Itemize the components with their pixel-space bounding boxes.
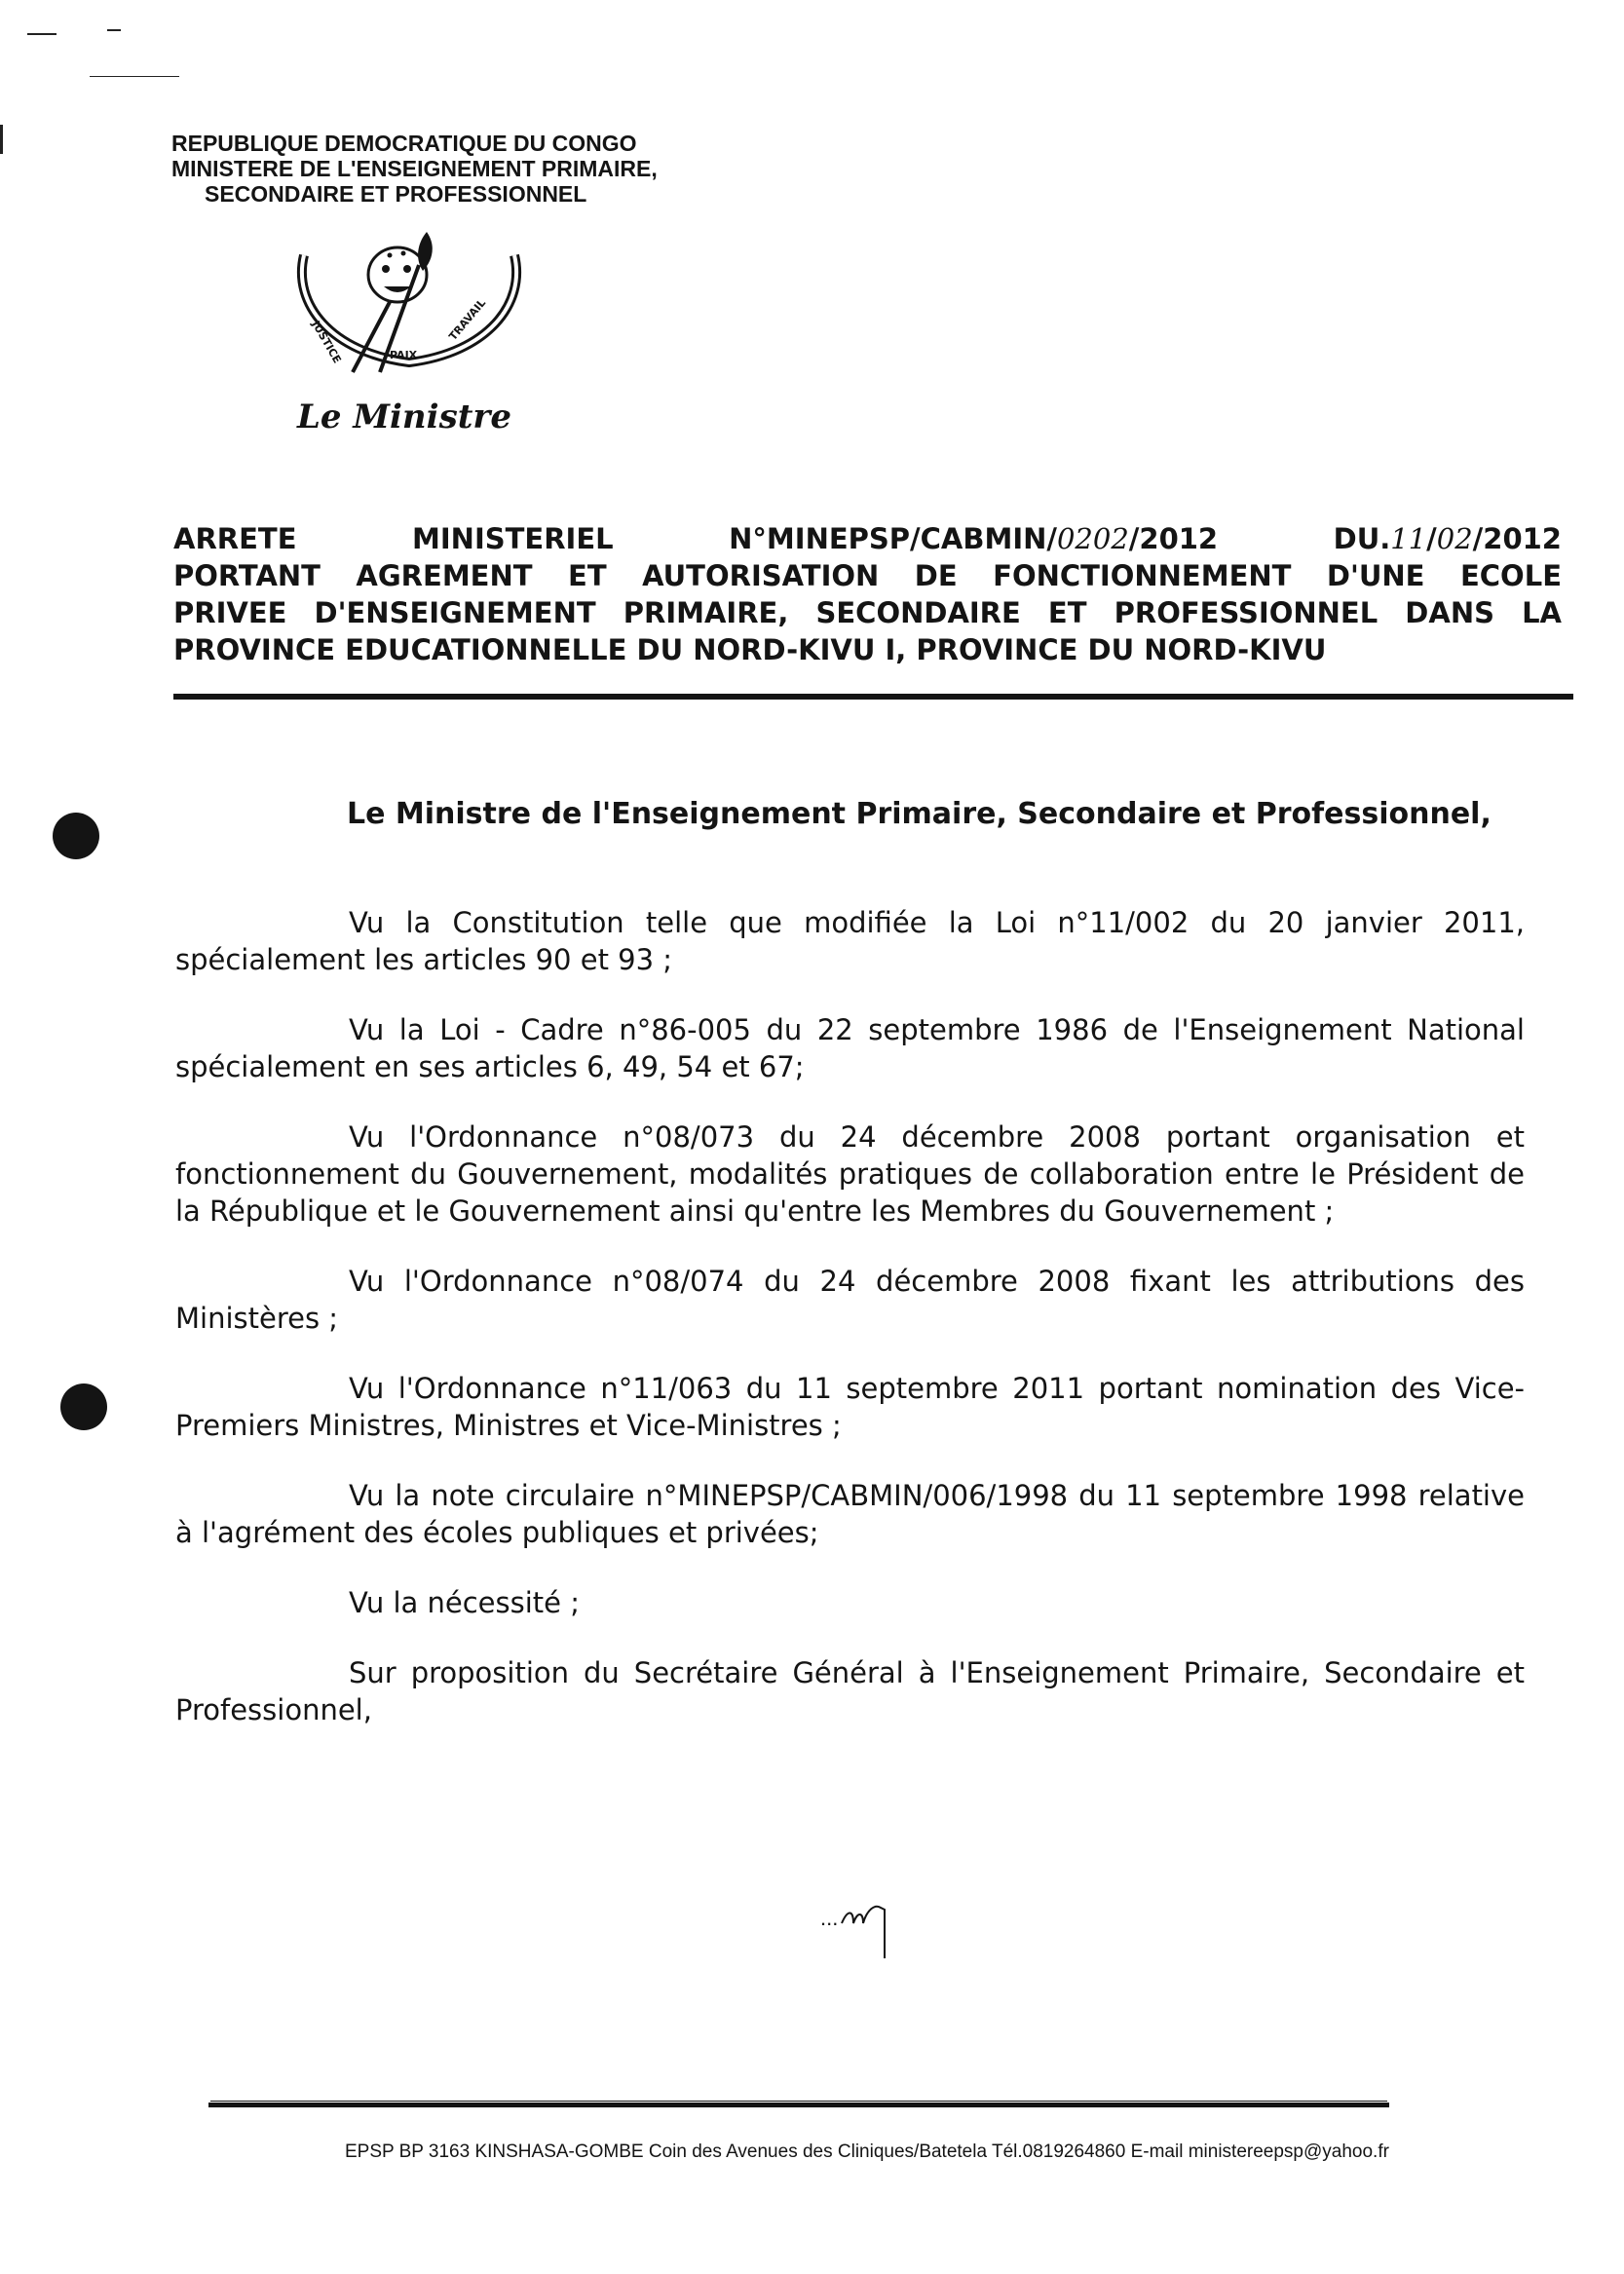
- recital-paragraph: Vu la nécessité ;: [349, 1586, 580, 1619]
- decree-word-arrete: ARRETE: [173, 522, 297, 555]
- recital-paragraph: Vu la Loi - Cadre n°86-005 du 22 septembre 1986 de l'Enseignement National spécialement en ses articles 6, 49, 54 et 67;: [175, 1013, 1525, 1083]
- punch-hole: [60, 1383, 107, 1430]
- footer-divider: [208, 2103, 1389, 2107]
- recital-paragraph: Sur proposition du Secrétaire Général à l'Enseignement Primaire, Secondaire et Professionnel,: [175, 1656, 1525, 1726]
- recital-paragraph: Vu l'Ordonnance n°11/063 du 11 septembre 2011 portant nomination des Vice-Premiers Ministres, Ministres et Vice-Ministres ;: [175, 1372, 1525, 1442]
- decree-number-suffix: /2012: [1128, 522, 1219, 555]
- decree-date: [1334, 520, 1562, 557]
- decree-title-line2: PORTANT AGREMENT ET AUTORISATION DE FONCTIONNEMENT D'UNE ECOLE: [173, 559, 1562, 592]
- decree-date-prefix: DU.: [1333, 522, 1391, 555]
- decree-date-year: /2012: [1472, 522, 1562, 555]
- motto-right: TRAVAIL: [446, 296, 489, 343]
- decree-title: [173, 520, 1562, 668]
- punch-hole: [53, 813, 99, 859]
- paraph-stroke: [820, 1890, 918, 1968]
- letterhead: [171, 131, 658, 207]
- decree-date-day: 11: [1390, 522, 1427, 555]
- scan-mark: [0, 125, 3, 154]
- decree-title-line3: PRIVEE D'ENSEIGNEMENT PRIMAIRE, SECONDAIRE ET PROFESSIONNEL DANS LA: [173, 596, 1562, 629]
- minister-heading: Le Ministre de l'Enseignement Primaire, Secondaire et Professionnel,: [347, 797, 1492, 831]
- scan-mark: [27, 33, 57, 35]
- decree-date-sep: /: [1426, 522, 1437, 555]
- motto-left: JUSTICE: [309, 319, 344, 366]
- decree-word-ministeriel: MINISTERIEL: [412, 522, 614, 555]
- decree-date-month: 02: [1436, 522, 1473, 555]
- recital-paragraph: Vu la Constitution telle que modifiée la Loi n°11/002 du 20 janvier 2011, spécialement les articles 90 et 93 ;: [175, 906, 1525, 976]
- decree-body: [175, 904, 1525, 1762]
- decree-title-line1: [173, 520, 1562, 557]
- decree-title-line4: PROVINCE EDUCATIONNELLE DU NORD-KIVU I, PROVINCE DU NORD-KIVU: [173, 633, 1327, 666]
- paraph-dots: ...: [820, 1906, 839, 1930]
- letterhead-country: REPUBLIQUE DEMOCRATIQUE DU CONGO: [171, 131, 637, 156]
- decree-number-prefix: N°MINEPSP/CABMIN/: [729, 522, 1057, 555]
- recital-paragraph: Vu l'Ordonnance n°08/073 du 24 décembre 2008 portant organisation et fonctionnement du Gouvernement, modalités pratiques de collaboration entre le Président de la République et le Gouvernement ainsi qu'entre les Membres du Gouvernement ;: [175, 1120, 1525, 1228]
- handwritten-paraph: [820, 1890, 918, 1968]
- scan-mark: [90, 76, 179, 77]
- signature-title: Le Ministre: [297, 398, 511, 436]
- recital-paragraph: Vu la note circulaire n°MINEPSP/CABMIN/006/1998 du 11 septembre 1998 relative à l'agrément des écoles publiques et privées;: [175, 1479, 1525, 1549]
- coat-of-arms-emblem: [283, 226, 536, 392]
- footer-address: EPSP BP 3163 KINSHASA-GOMBE Coin des Avenues des Cliniques/Batetela Tél.0819264860 E-mail ministereepsp@yahoo.fr: [345, 2141, 1389, 2162]
- title-divider: [173, 694, 1573, 700]
- scan-mark: [107, 29, 121, 31]
- letterhead-ministry-cont: SECONDAIRE ET PROFESSIONNEL: [205, 181, 587, 207]
- decree-number: [729, 520, 1218, 557]
- recital-paragraph: Vu l'Ordonnance n°08/074 du 24 décembre 2008 fixant les attributions des Ministères ;: [175, 1265, 1525, 1335]
- motto-center: PAIX: [390, 349, 418, 361]
- decree-number-handwritten: 0202: [1056, 522, 1129, 555]
- letterhead-ministry: MINISTERE DE L'ENSEIGNEMENT PRIMAIRE,: [171, 156, 658, 181]
